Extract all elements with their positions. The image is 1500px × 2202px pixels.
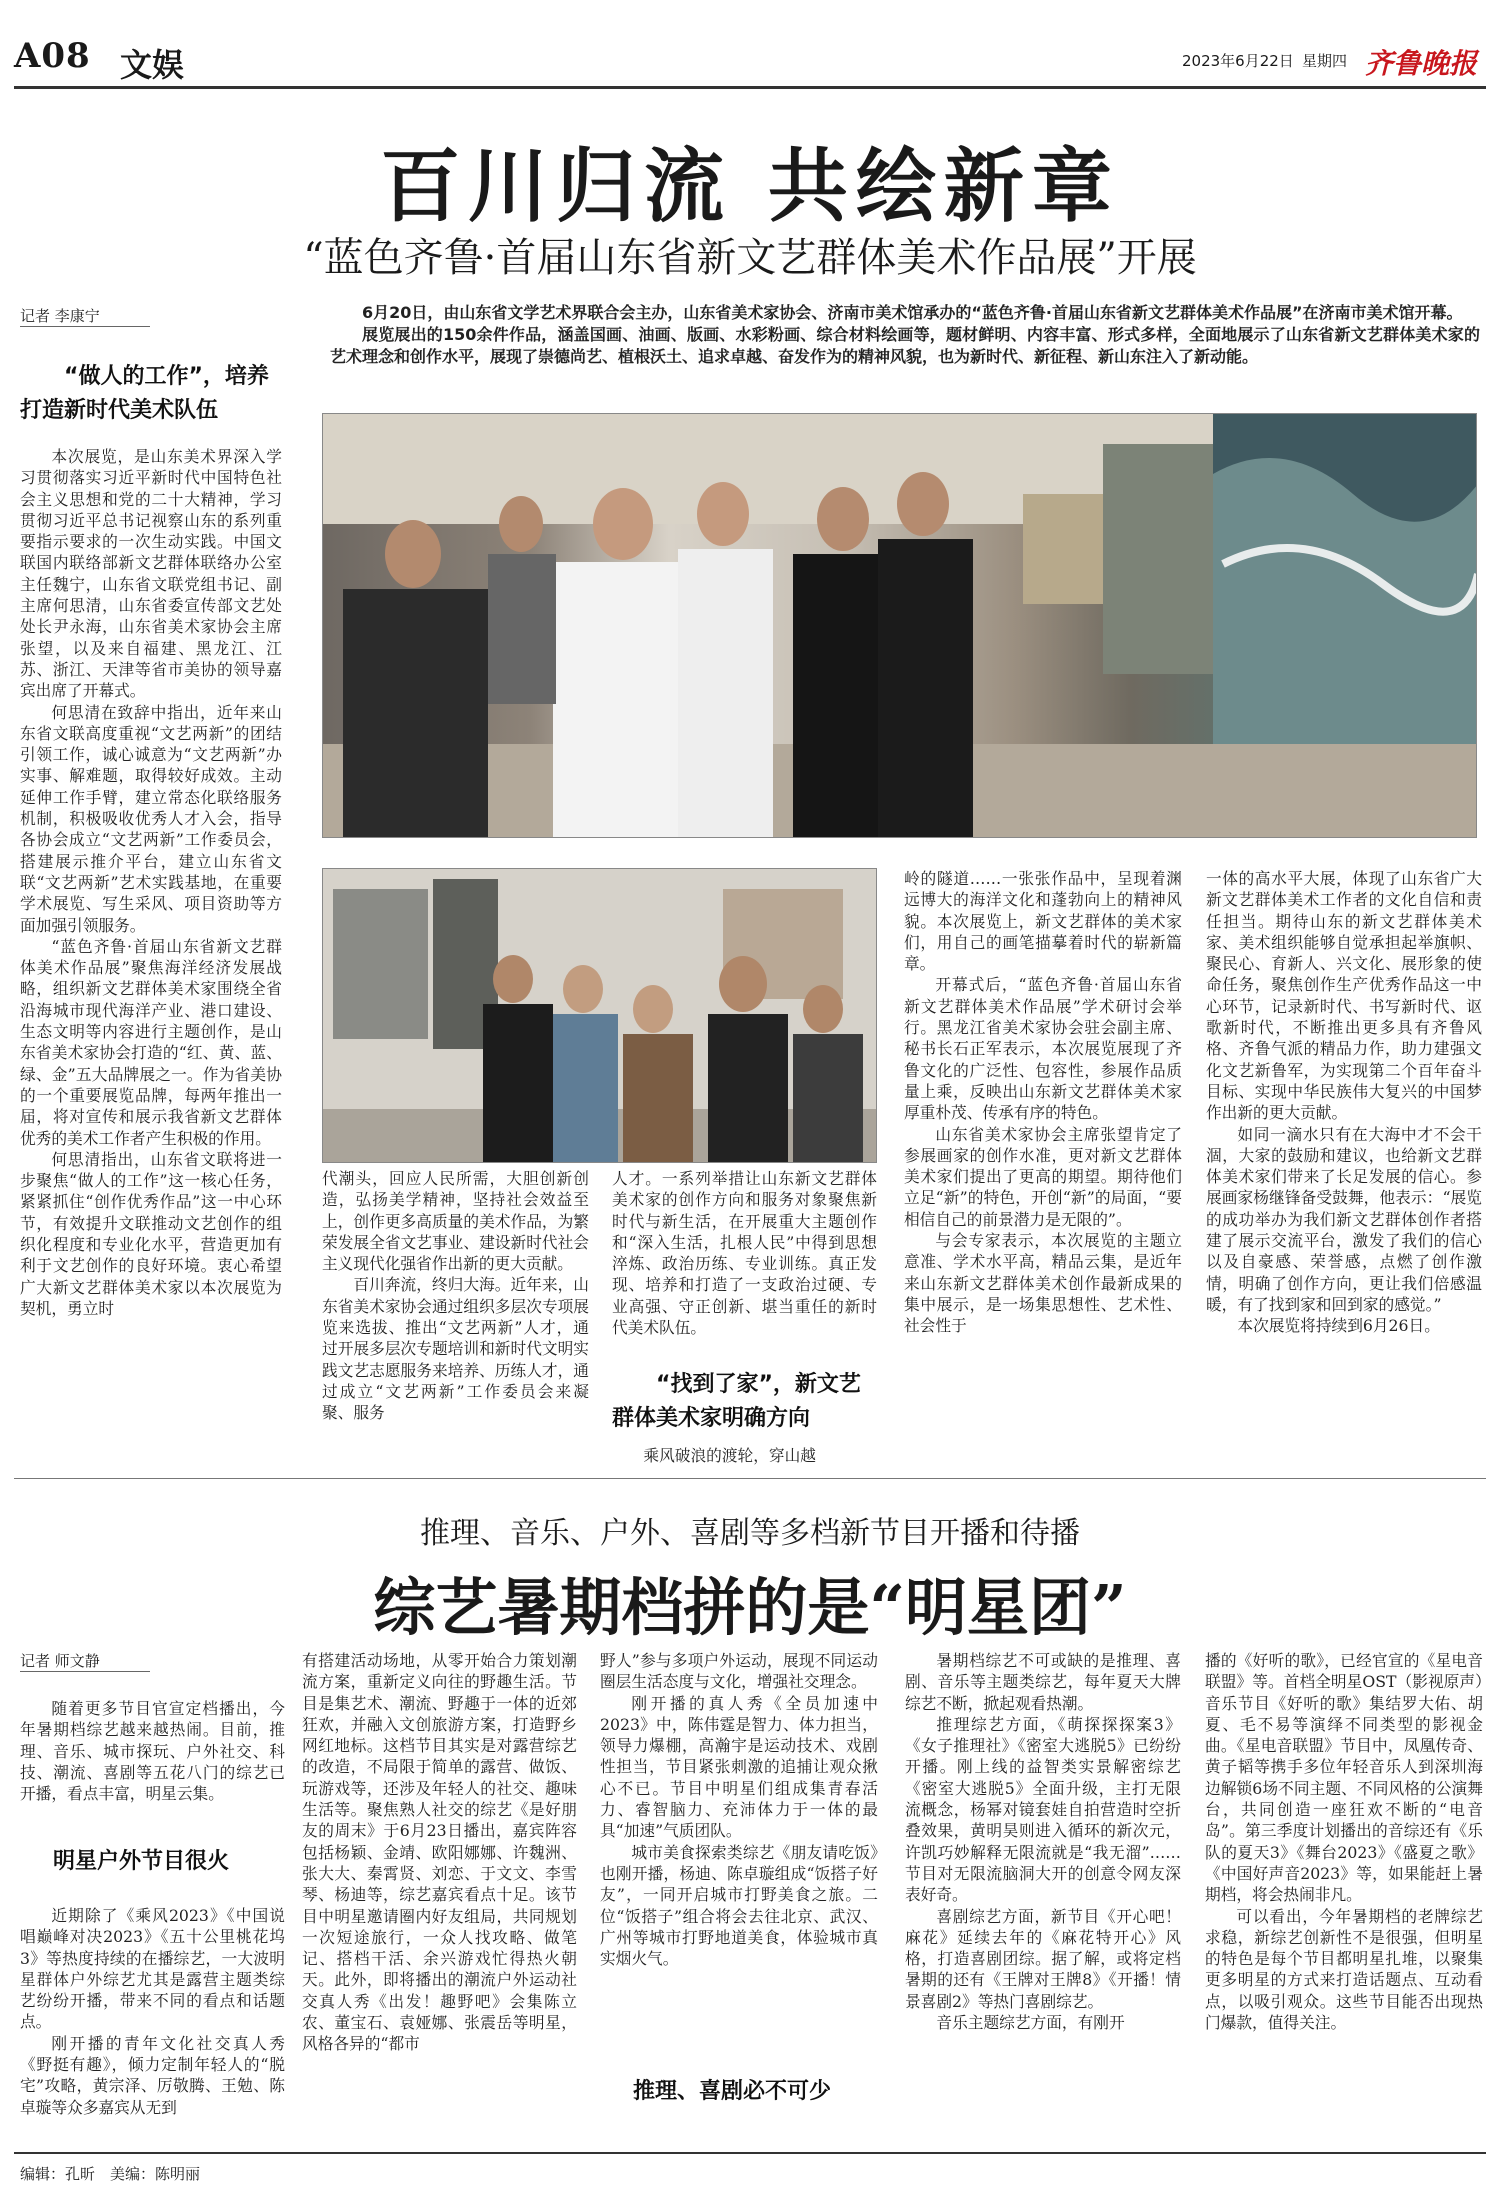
article1-column-2: 代潮头，回应人民所需，大胆创新创造，弘扬美学精神，坚持社会效益至上，创作更多高质量的美术作品，为繁荣发展全省文艺事业、建设新时代社会主义现代化强省作出新的更大贡献。 百川奔流，终归大海。近年来，山东省美术家协会通过组织多层次专项展览来选拔、推出“文艺两新”人才，通过开展多层次专题培训和新时代文明实践文艺志愿服务来培养、历练人才，通过成立“文艺两新”工作委员会来凝聚、服务 bbox=[322, 1169, 589, 1423]
article2-subhead-2: 推理、喜剧必不可少 bbox=[633, 2079, 832, 2104]
footer-designer: 美编：陈明丽 bbox=[110, 2165, 201, 2183]
header-rule bbox=[14, 86, 1486, 89]
article2-column-1b: 近期除了《乘风2023》《中国说唱巅峰对决2023》《五十公里桃花坞3》等热度持续的在播综艺，一大波明星群体户外综艺尤其是露营主题类综艺纷纷开播，带来不同的看点和话题点。 刚开播的青年文化社交真人秀《野挺有趣》，倾力定制年轻人的“脱宅”攻略，黄宗泽、厉敬腾、王勉、陈卓璇等众多嘉宾从无到 bbox=[20, 1906, 285, 2117]
page-number: A08 bbox=[14, 36, 91, 76]
article1-column-3b: 乘风破浪的渡轮，穿山越 bbox=[643, 1446, 816, 1465]
article1-column-4: 岭的隧道……一张张作品中，呈现着渊远博大的海洋文化和蓬勃向上的精神风貌。本次展览上，新文艺群体的美术家们，用自己的画笔描摹着时代的崭新篇章。 开幕式后，“蓝色齐鲁·首届山东省新文艺群体美术作品展”学术研讨会举行。黑龙江省美术家协会驻会副主席、秘书长石正军表示，本次展览展现了齐鲁文化的广泛性、包容性，参展作品质量上乘，反映出山东新文艺群体美术家厚重朴茂、传承有序的特色。 山东省美术家协会主席张望肯定了参展画家的创作水准，更对新文艺群体美术家们提出了更高的期望。期待他们立足“新”的特色，开创“新”的局面，“要相信自己的前景潜力是无限的”。 与会专家表示，本次展览的主题立意准、学术水平高，精品云集，是近年来山东新文艺群体美术创作最新成果的集中展示，是一场集思想性、艺术性、社会性于 bbox=[904, 869, 1182, 1336]
footer-rule bbox=[14, 2152, 1486, 2154]
footer-editor: 编辑：孔昕 bbox=[20, 2165, 96, 2183]
issue-date: 2023年6月22日 bbox=[1182, 52, 1294, 70]
article2-column-3: 野人”参与多项户外运动，展现不同运动圈层生活态度与文化，增强社交理念。 刚开播的真人秀《全员加速中2023》中，陈伟霆是智力、体力担当，领导力爆棚，高瀚宇是运动技术、戏剧性担当，节目紧张刺激的追捕让观众揪心不已。节目中明星们组成集青春活力、睿智脑力、充沛体力于一体的最具“加速”气质团队。 城市美食探索类综艺《朋友请吃饭》也刚开播，杨迪、陈卓璇组成“饭搭子好友”，一同开启城市打野美食之旅。二位“饭搭子”组合将会去往北京、武汉、广州等城市打野地道美食，体验城市真实烟火气。 bbox=[600, 1651, 878, 1969]
byline: 记者 李康宁 bbox=[20, 305, 150, 327]
lead-paragraph: 6月20日，由山东省文学艺术界联合会主办，山东省美术家协会、济南市美术馆承办的“蓝色齐鲁·首届山东省新文艺群体美术作品展”在济南市美术馆开幕。 展览展出的150余件作品，涵盖国画、油画、版画、水彩粉画、综合材料绘画等，题材鲜明、内容丰富、形式多样，全面地展示了山东省新文艺群体美术家的艺术理念和创作水平，展现了崇德尚艺、植根沃土、追求卓越、奋发作为的精神风貌，也为新时代、新征程、新山东注入了新动能。 bbox=[330, 303, 1480, 366]
subhead-1: “做人的工作”，培养打造新时代美术队伍 bbox=[20, 364, 269, 423]
issue-weekday: 星期四 bbox=[1302, 52, 1348, 70]
masthead-logo: 齐鲁晚报 bbox=[1365, 47, 1478, 80]
article2-column-2: 有搭建活动场地，从零开始合力策划潮流方案，重新定义向往的野趣生活。节目是集艺术、潮流、野趣于一体的近郊狂欢，并融入文创旅游方案，打造野乡网红地标。这档节目其实是对露营综艺的改造，不局限于简单的露营、做饭、玩游戏等，还涉及年轻人的社交、趣味生活等。聚焦熟人社交的综艺《是好朋友的周末》于6月23日播出，嘉宾阵容包括杨颖、金靖、欧阳娜娜、许魏洲、张大大、秦霄贤、刘恋、于文文、李雪琴、杨迪等，综艺嘉宾看点十足。该节目中明星邀请圈内好友组局，共同规划一次短途旅行，一众人找攻略、做笔记、搭档干活、余兴游戏忙得热火朝天。此外，即将播出的潮流户外运动社交真人秀《出发！趣野吧》会集陈立农、董宝石、袁娅娜、张震岳等明星，风格各异的“都市 bbox=[302, 1651, 577, 2054]
photo-illustration-2 bbox=[323, 869, 877, 1163]
article1-column-5: 一体的高水平大展，体现了山东省广大新文艺群体美术工作者的文化自信和责任担当。期待山东的新文艺群体美术家、美术组织能够自觉承担起举旗帜、聚民心、育新人、兴文化、展形象的使命任务，聚焦创作生产优秀作品这一中心环节，记录新时代、书写新时代、讴歌新时代，不断推出更多具有齐鲁风格、齐鲁气派的精品力作，助力建强文化文艺新鲁军，为实现第二个百年奋斗目标、实现中华民族伟大复兴的中国梦作出新的更大贡献。 如同一滴水只有在大海中才不会干涸，大家的鼓励和建议，也给新文艺群体美术家们带来了长足发展的信心。参展画家杨继锋备受鼓舞，他表示：“展览的成功举办为我们新文艺群体创作者搭建了展示交流平台，激发了我们的信心以及自豪感、荣誉感，点燃了创作激情，明确了创作方向，更让我们倍感温暖，有了找到家和回到家的感觉。” 本次展览将持续到6月26日。 bbox=[1206, 869, 1482, 1336]
article2-title: 综艺暑期档拼的是“明星团” bbox=[373, 1571, 1127, 1644]
section-name: 文娱 bbox=[120, 46, 185, 84]
article1-column-3: 人才。一系列举措让山东新文艺群体美术家的创作方向和服务对象聚焦新时代与新生活，在开展重大主题创作和“深入生活，扎根人民”中得到思想淬炼、政治历练、专业训练。真正发现、培养和打造了一支政治过硬、专业高强、守正创新、堪当重任的新时代美术队伍。 bbox=[612, 1169, 877, 1338]
article2-column-1: 随着更多节目官宣定档播出，今年暑期档综艺越来越热闹。目前，推理、音乐、城市探玩、户外社交、科技、潮流、喜剧等五花八门的综艺已开播，看点丰富，明星云集。 bbox=[20, 1699, 285, 1804]
article-title: 百川归流 共绘新章 bbox=[380, 139, 1120, 233]
article2-subhead-1: 明星户外节目很火 bbox=[53, 1849, 230, 1874]
article-subtitle: “蓝色齐鲁·首届山东省新文艺群体美术作品展”开展 bbox=[303, 235, 1197, 281]
article1-column-1: 本次展览，是山东美术界深入学习贯彻落实习近平新时代中国特色社会主义思想和党的二十大精神，学习贯彻习近平总书记视察山东的系列重要指示要求的一次生动实践。中国文联国内联络部新文艺群体联络办公室主任魏宁，山东省文联党组书记、副主席何思清，山东省委宣传部文艺处处长尹永海，山东省美术家协会主席张望，以及来自福建、黑龙江、江苏、浙江、天津等省市美协的领导嘉宾出席了开幕式。 何思清在致辞中指出，近年来山东省文联高度重视“文艺两新”的团结引领工作，诚心诚意为“文艺两新”办实事、解难题，取得较好成效。主动延伸工作手臂，建立常态化联络服务机制，积极吸收优秀人才入会，指导各协会成立“文艺两新”工作委员会，搭建展示推介平台，建立山东省文联“文艺两新”艺术实践基地，在重要学术展览、写生采风、项目资助等方面加强引领服务。 “蓝色齐鲁·首届山东省新文艺群体美术作品展”聚焦海洋经济发展战略，组织新文艺群体美术家围绕全省沿海城市现代海洋产业、港口建设、生态文明等内容进行主题创作，是山东省美术家协会打造的“红、黄、蓝、绿、金”五大品牌展之一。作为省美协的一个重要展览品牌，每两年推出一届，将对宣传和展示我省新文艺群体优秀的美术工作者产生积极的作用。 何思清指出，山东省文联将进一步聚焦“做人的工作”这一核心任务，紧紧抓住“创作优秀作品”这一中心环节，有效提升文联推动文艺创作的组织化程度和专业化水平，营造更加有利于文艺创作的良好环境。衷心希望广大新文艺群体美术家以本次展览为契机，勇立时 bbox=[20, 447, 282, 1318]
byline-2: 记者 师文静 bbox=[20, 1650, 150, 1672]
exhibition-photo-visitors bbox=[322, 868, 877, 1163]
article2-kicker: 推理、音乐、户外、喜剧等多档新节目开播和待播 bbox=[420, 1516, 1080, 1551]
article2-column-5: 播的《好听的歌》，已经官宣的《星电音联盟》等。首档全明星OST（影视原声）音乐节目《好听的歌》集结罗大佑、胡夏、毛不易等演绎不同类型的影视金曲。《星电音联盟》节目中，凤凰传奇、黄子韬等携手多位年轻音乐人到深圳海边解锁6场不同主题、不同风格的公演舞台，共同创造一座狂欢不断的“电音岛”。第三季度计划播出的音综还有《乐队的夏天3》《舞台2023》《盛夏之歌》《中国好声音2023》等，如果能赶上暑期档，将会热闹非凡。 可以看出，今年暑期档的老牌综艺求稳，新综艺创新性不是很强，但明星的特色是每个节目都明星扎堆，以聚集更多明星的方式来打造话题点、互动看点，以吸引观众。这些节目能否出现热门爆款，值得关注。 bbox=[1205, 1651, 1483, 2033]
photo-illustration bbox=[323, 414, 1477, 838]
article2-column-4: 暑期档综艺不可或缺的是推理、喜剧、音乐等主题类综艺，每年夏天大牌综艺不断，掀起观看热潮。 推理综艺方面，《萌探探探案3》《女子推理社》《密室大逃脱5》已纷纷开播。刚上线的益智类实景解密综艺《密室大逃脱5》全面升级，主打无限流概念，杨幂对镜套娃自拍营造时空折叠效果，黄明昊则进入循环的新次元，许凯巧妙解释无限流就是“我无溜”……节目对无限流脑洞大开的创意令网友深表好奇。 喜剧综艺方面，新节目《开心吧！麻花》延续去年的《麻花特开心》风格，打造喜剧团综。据了解，或将定档暑期的还有《王牌对王牌8》《开播！情景喜剧2》等热门喜剧综艺。 音乐主题综艺方面，有刚开 bbox=[905, 1651, 1181, 2033]
exhibition-photo-main bbox=[322, 413, 1477, 838]
subhead-2: “找到了家”，新文艺群体美术家明确方向 bbox=[612, 1372, 861, 1431]
section-divider bbox=[14, 1478, 1486, 1479]
